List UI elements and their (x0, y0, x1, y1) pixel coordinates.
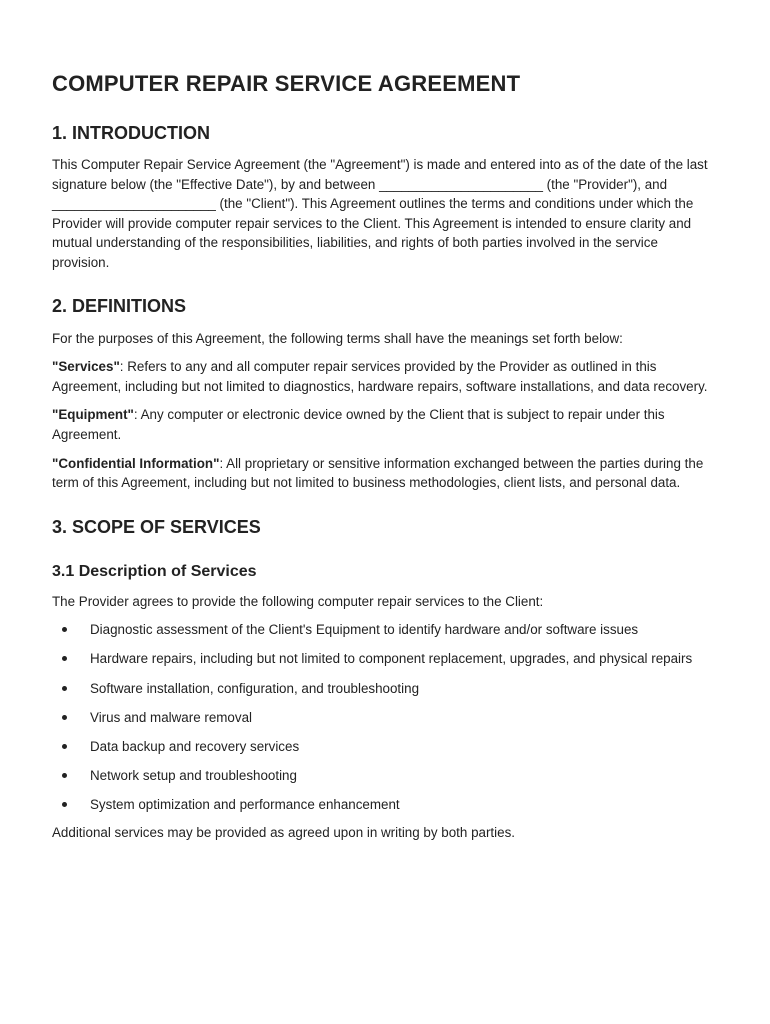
list-item-text: Data backup and recovery services (90, 738, 300, 754)
services-list (52, 620, 718, 814)
list-item-text: Diagnostic assessment of the Client's Equipment to identify hardware and/or software issues (90, 622, 639, 638)
definitions-intro: For the purposes of this Agreement, the following terms shall have the meanings set forth below: (52, 330, 623, 346)
list-item-text: Network setup and troubleshooting (90, 767, 297, 783)
list-item (52, 620, 718, 640)
list-item-text: Virus and malware removal (90, 709, 252, 725)
definition-text: : Any computer or electronic device owned by the Client that is subject to repair under this Agreement. (52, 407, 665, 442)
definition-term: "Confidential Information" (52, 455, 220, 471)
bullet-icon (62, 715, 67, 720)
bullet-icon (62, 773, 67, 778)
list-item-text: System optimization and performance enhancement (90, 796, 400, 812)
list-item-text: Software installation, configuration, and troubleshooting (90, 680, 420, 696)
definition-confidential-information (52, 454, 718, 493)
definition-text: : Refers to any and all computer repair services provided by the Provider as outlined in this Agreement, including but not limited to diagnostics, hardware repairs, software installations, and data recovery. (52, 359, 708, 394)
definition-term: "Services" (52, 359, 120, 375)
bullet-icon (62, 802, 67, 807)
introduction-paragraph: This Computer Repair Service Agreement (the "Agreement") is made and entered into as of the date of the last signature below (the "Effective Date"), by and between ______________________ (the "Provider"), and ______________________ (the "Client"). This Agreement outlines the terms and conditions under which the Provider will provide computer repair services to the Client. This Agreement is intended to ensure clarity and mutual understanding of the responsibilities, liabilities, and rights of both parties involved in the service provision. (52, 157, 708, 270)
definition-term: "Equipment" (52, 407, 134, 423)
bullet-icon (62, 686, 67, 691)
definition-text: : All proprietary or sensitive information exchanged between the parties during the term of this Agreement, including but not limited to business methodologies, client lists, and personal data. (52, 455, 704, 491)
section-heading-introduction: 1. INTRODUCTION (52, 123, 211, 143)
list-item (52, 795, 718, 815)
list-item (52, 766, 718, 786)
section-heading-scope-of-services: 3. SCOPE OF SERVICES (52, 516, 261, 537)
list-item (52, 708, 718, 728)
services-intro: The Provider agrees to provide the following computer repair services to the Client: (52, 593, 544, 609)
bullet-icon (62, 627, 67, 632)
subsection-heading-description-of-services: 3.1 Description of Services (52, 562, 257, 580)
bullet-icon (62, 656, 67, 661)
definition-equipment (52, 405, 718, 444)
services-closing: Additional services may be provided as agreed upon in writing by both parties. (52, 824, 515, 840)
list-item-text: Hardware repairs, including but not limited to component replacement, upgrades, and physical repairs (90, 651, 693, 667)
list-item (52, 679, 718, 699)
definition-services (52, 357, 718, 396)
section-heading-definitions: 2. DEFINITIONS (52, 295, 187, 316)
list-item (52, 737, 718, 757)
bullet-icon (62, 744, 67, 749)
document-title: COMPUTER REPAIR SERVICE AGREEMENT (52, 71, 521, 96)
list-item (52, 649, 718, 669)
